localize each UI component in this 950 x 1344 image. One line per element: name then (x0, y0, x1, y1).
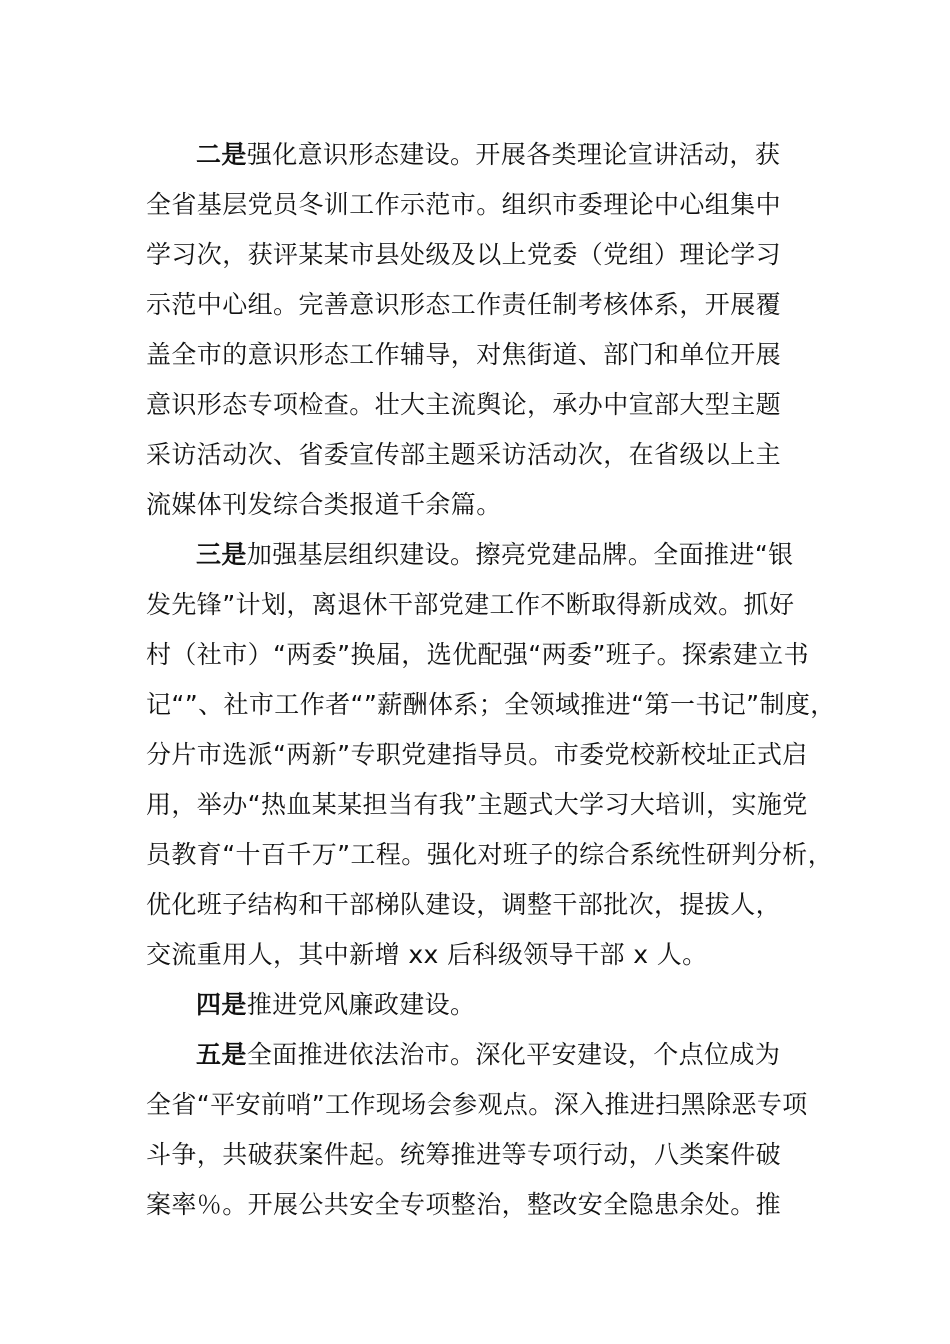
text-line: 优化班子结构和干部梯队建设，调整干部批次，提拔人， (146, 890, 782, 919)
text-line: 发先锋”计划，离退休干部党建工作不断取得新成效。抓好 (146, 590, 795, 619)
text-line: 强化意识形态建设。开展各类理论宣讲活动，获 (246, 140, 781, 169)
text-line: 交流重用人，其中新增 xx 后科级领导干部 x 人。 (146, 940, 708, 969)
text-line: 加强基层组织建设。擦亮党建品牌。全面推进“银 (246, 540, 794, 569)
text-line: 盖全市的意识形态工作辅导，对焦街道、部门和单位开展 (146, 340, 782, 369)
paragraph-lead: 三是 (196, 540, 247, 569)
text-line: 学习次，获评某某市县处级及以上党委（党组）理论学习 (146, 240, 782, 269)
text-line: 示范中心组。完善意识形态工作责任制考核体系，开展覆 (146, 290, 782, 319)
paragraph-first-line (146, 130, 826, 180)
paragraph-lead: 四是 (196, 990, 247, 1019)
text-line: 采访活动次、省委宣传部主题采访活动次，在省级以上主 (146, 440, 782, 469)
paragraph-lead: 二是 (196, 140, 247, 169)
paragraph-si (146, 980, 826, 1030)
text-line: 村（社市）“两委”换届，选优配强“两委”班子。探索建立书 (146, 640, 810, 669)
text-line: 意识形态专项检查。壮大主流舆论，承办中宣部大型主题 (146, 390, 782, 419)
text-line: 流媒体刊发综合类报道千余篇。 (146, 490, 502, 519)
text-line: 全省基层党员冬训工作示范市。组织市委理论中心组集中 (146, 190, 782, 219)
paragraph-first-line (146, 1030, 826, 1080)
paragraph-er (146, 130, 826, 530)
text-line: 案率％。开展公共安全专项整治，整改安全隐患余处。推 (146, 1190, 782, 1219)
text-line: 全面推进依法治市。深化平安建设，个点位成为 (246, 1040, 781, 1069)
paragraph-first-line (146, 530, 826, 580)
text-line: 分片市选派“两新”专职党建指导员。市委党校新校址正式启 (146, 740, 808, 769)
paragraph-san (146, 530, 836, 980)
paragraph-first-line (146, 980, 826, 1030)
text-line: 推进党风廉政建设。 (246, 990, 476, 1019)
text-line: 员教育“十百千万”工程。强化对班子的综合系统性研判分析， (146, 840, 834, 869)
text-line: 斗争，共破获案件起。统筹推进等专项行动，八类案件破 (146, 1140, 782, 1169)
text-line: 全省“平安前哨”工作现场会参观点。深入推进扫黑除恶专项 (146, 1090, 808, 1119)
text-line: 用，举办“热血某某担当有我”主题式大学习大培训，实施党 (146, 790, 808, 819)
document-body (146, 130, 836, 1230)
paragraph-lead: 五是 (196, 1040, 247, 1069)
paragraph-wu (146, 1030, 826, 1230)
text-line: 记“”、社市工作者“”薪酬体系；全领域推进“第一书记”制度， (146, 690, 836, 719)
